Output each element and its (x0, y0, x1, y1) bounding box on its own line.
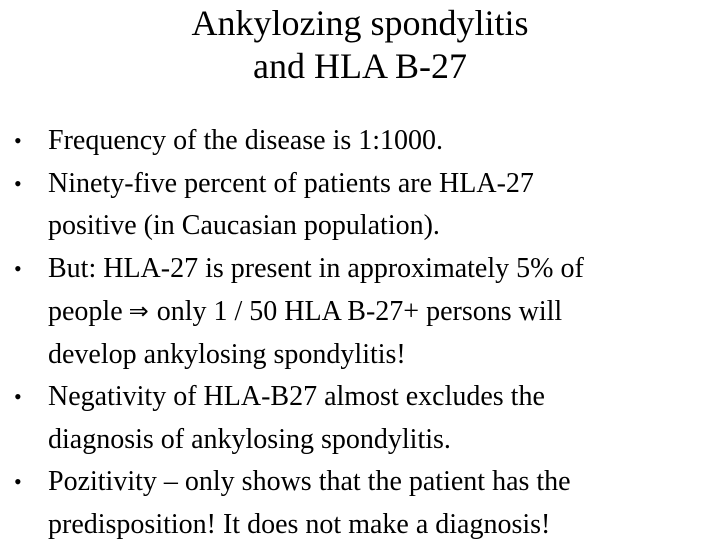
bullet-icon: • (14, 248, 34, 291)
bullet-icon: • (14, 376, 34, 419)
bullet-icon: • (14, 163, 34, 206)
bullet-item-positivity (0, 461, 720, 546)
implies-arrow-icon: ⇒ (129, 290, 149, 333)
bullet-line: Negativity of HLA-B27 almost excludes the (48, 376, 712, 419)
bullet-line-with-arrow (48, 290, 712, 334)
bullet-line: positive (in Caucasian population). (48, 205, 712, 248)
bullet-line: predisposition! It does not make a diagnosis! (48, 504, 712, 546)
bullet-line: But: HLA-27 is present in approximately 5% of (48, 248, 712, 291)
bullet-icon: • (14, 461, 34, 504)
title-line-1: Ankylozing spondylitis (0, 2, 720, 45)
bullet-text (48, 248, 712, 377)
bullet-item-frequency (0, 120, 720, 163)
bullet-list (0, 120, 720, 546)
bullet-text (48, 461, 712, 546)
bullet-item-negativity (0, 376, 720, 461)
bullet-line: diagnosis of ankylosing spondylitis. (48, 419, 712, 462)
bullet-line: develop ankylosing spondylitis! (48, 334, 712, 377)
bullet-line: Pozitivity – only shows that the patient has the (48, 461, 712, 504)
bullet-text (48, 120, 712, 163)
bullet-text (48, 163, 712, 248)
bullet-icon: • (14, 120, 34, 163)
bullet-line-part: only 1 / 50 HLA B-27+ persons will (157, 296, 562, 327)
bullet-line: Ninety-five percent of patients are HLA-27 (48, 163, 712, 206)
bullet-item-prevalence (0, 248, 720, 377)
title-line-2: and HLA B-27 (0, 45, 720, 88)
slide-title (0, 2, 720, 88)
bullet-text (48, 376, 712, 461)
bullet-line: Frequency of the disease is 1:1000. (48, 120, 712, 163)
bullet-line-part: people (48, 296, 123, 327)
bullet-item-ninety-five-percent (0, 163, 720, 248)
